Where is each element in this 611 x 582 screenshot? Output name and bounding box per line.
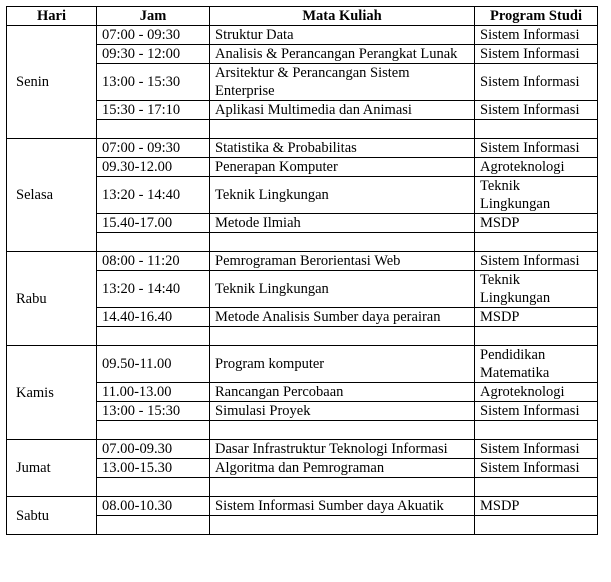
course-cell: Aplikasi Multimedia dan Animasi xyxy=(210,101,475,120)
course-cell: Arsitektur & Perancangan Sistem Enterprise xyxy=(210,64,475,101)
course-cell: Dasar Infrastruktur Teknologi Informasi xyxy=(210,440,475,459)
day-cell: Senin xyxy=(7,26,97,139)
empty-cell xyxy=(475,120,598,139)
time-cell: 13.00-15.30 xyxy=(97,459,210,478)
time-cell: 08:00 - 11:20 xyxy=(97,252,210,271)
header-row xyxy=(7,7,598,26)
time-cell: 07.00-09.30 xyxy=(97,440,210,459)
program-cell: Sistem Informasi xyxy=(475,139,598,158)
empty-cell xyxy=(475,327,598,346)
day-cell: Rabu xyxy=(7,252,97,346)
course-cell: Simulasi Proyek xyxy=(210,402,475,421)
time-cell: 13:20 - 14:40 xyxy=(97,271,210,308)
empty-cell xyxy=(210,233,475,252)
time-cell: 15.40-17.00 xyxy=(97,214,210,233)
program-cell: Sistem Informasi xyxy=(475,252,598,271)
program-cell: Sistem Informasi xyxy=(475,440,598,459)
empty-cell xyxy=(210,120,475,139)
time-cell: 07:00 - 09:30 xyxy=(97,26,210,45)
empty-cell xyxy=(475,516,598,535)
header-program-studi: Program Studi xyxy=(475,7,598,26)
course-cell: Program komputer xyxy=(210,346,475,383)
course-cell: Algoritma dan Pemrograman xyxy=(210,459,475,478)
course-cell: Penerapan Komputer xyxy=(210,158,475,177)
course-cell: Teknik Lingkungan xyxy=(210,271,475,308)
time-cell: 15:30 - 17:10 xyxy=(97,101,210,120)
day-cell: Selasa xyxy=(7,139,97,252)
header-jam: Jam xyxy=(97,7,210,26)
header-hari: Hari xyxy=(7,7,97,26)
empty-cell xyxy=(210,421,475,440)
empty-cell xyxy=(210,478,475,497)
program-cell: Sistem Informasi xyxy=(475,402,598,421)
table-row xyxy=(7,26,598,45)
course-cell: Analisis & Perancangan Perangkat Lunak xyxy=(210,45,475,64)
empty-cell xyxy=(97,120,210,139)
program-cell: Sistem Informasi xyxy=(475,64,598,101)
course-cell: Pemrograman Berorientasi Web xyxy=(210,252,475,271)
table-row xyxy=(7,440,598,459)
program-cell: MSDP xyxy=(475,497,598,516)
time-cell: 08.00-10.30 xyxy=(97,497,210,516)
time-cell: 09.30-12.00 xyxy=(97,158,210,177)
day-cell: Sabtu xyxy=(7,497,97,535)
empty-cell xyxy=(97,478,210,497)
course-cell: Statistika & Probabilitas xyxy=(210,139,475,158)
time-cell: 14.40-16.40 xyxy=(97,308,210,327)
table-row xyxy=(7,139,598,158)
table-row xyxy=(7,346,598,383)
empty-cell xyxy=(475,478,598,497)
empty-cell xyxy=(210,327,475,346)
course-cell: Sistem Informasi Sumber daya Akuatik xyxy=(210,497,475,516)
table-row xyxy=(7,252,598,271)
course-cell: Struktur Data xyxy=(210,26,475,45)
program-cell: Sistem Informasi xyxy=(475,459,598,478)
time-cell: 09.50-11.00 xyxy=(97,346,210,383)
program-cell: Agroteknologi xyxy=(475,158,598,177)
time-cell: 09:30 - 12:00 xyxy=(97,45,210,64)
table-row xyxy=(7,497,598,516)
day-cell: Jumat xyxy=(7,440,97,497)
program-cell: Teknik Lingkungan xyxy=(475,177,598,214)
empty-cell xyxy=(97,516,210,535)
program-cell: Teknik Lingkungan xyxy=(475,271,598,308)
program-cell: Agroteknologi xyxy=(475,383,598,402)
time-cell: 11.00-13.00 xyxy=(97,383,210,402)
program-cell: Sistem Informasi xyxy=(475,26,598,45)
program-cell: Sistem Informasi xyxy=(475,101,598,120)
program-cell: MSDP xyxy=(475,214,598,233)
program-cell: MSDP xyxy=(475,308,598,327)
course-cell: Rancangan Percobaan xyxy=(210,383,475,402)
empty-cell xyxy=(210,516,475,535)
day-cell: Kamis xyxy=(7,346,97,440)
schedule-body xyxy=(7,26,598,535)
schedule-wrapper xyxy=(6,6,598,535)
empty-cell xyxy=(97,421,210,440)
course-cell: Metode Analisis Sumber daya perairan xyxy=(210,308,475,327)
course-cell: Metode Ilmiah xyxy=(210,214,475,233)
empty-cell xyxy=(475,233,598,252)
time-cell: 07:00 - 09:30 xyxy=(97,139,210,158)
empty-cell xyxy=(475,421,598,440)
empty-cell xyxy=(97,233,210,252)
program-cell: Sistem Informasi xyxy=(475,45,598,64)
time-cell: 13:00 - 15:30 xyxy=(97,64,210,101)
program-cell: Pendidikan Matematika xyxy=(475,346,598,383)
time-cell: 13:00 - 15:30 xyxy=(97,402,210,421)
course-cell: Teknik Lingkungan xyxy=(210,177,475,214)
header-mata-kuliah: Mata Kuliah xyxy=(210,7,475,26)
empty-cell xyxy=(97,327,210,346)
time-cell: 13:20 - 14:40 xyxy=(97,177,210,214)
schedule-table xyxy=(6,6,598,535)
